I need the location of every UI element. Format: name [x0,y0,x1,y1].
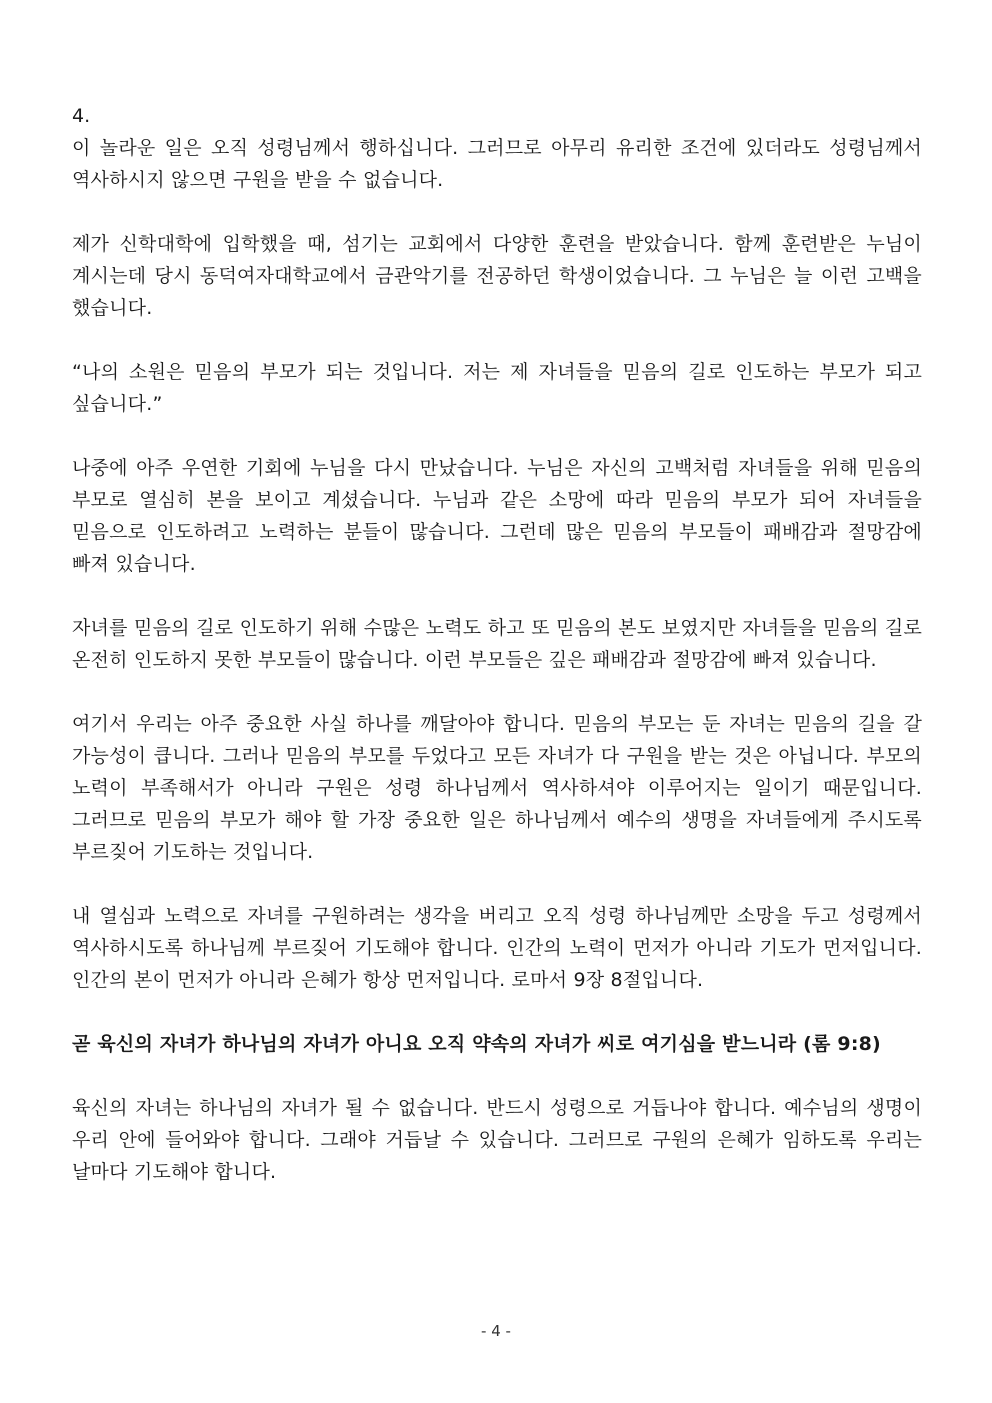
paragraph-2: 제가 신학대학에 입학했을 때, 섬기는 교회에서 다양한 훈련을 받았습니다. 함께 훈련받은 누님이 계시는데 당시 동덕여자대학교에서 금관악기를 전공하던 학생이었습니다. 그 누님은 늘 이런 고백을 했습니다. [72,233,922,319]
section-number: 4. [72,105,91,127]
scripture-verse: 곧 육신의 자녀가 하나님의 자녀가 아니요 오직 약속의 자녀가 씨로 여기심을 받느니라 (롬 9:8) [72,1033,881,1055]
document-page [72,100,922,1220]
page-number: - 4 - [481,1322,511,1340]
paragraph-3-quote: “나의 소원은 믿음의 부모가 되는 것입니다. 저는 제 자녀들을 믿음의 길로 인도하는 부모가 되고 싶습니다.” [72,361,922,415]
paragraph-1: 이 놀라운 일은 오직 성령님께서 행하십니다. 그러므로 아무리 유리한 조건에 있더라도 성령님께서 역사하시지 않으면 구원을 받을 수 없습니다. [72,137,922,191]
closing-paragraph: 육신의 자녀는 하나님의 자녀가 될 수 없습니다. 반드시 성령으로 거듭나야 합니다. 예수님의 생명이 우리 안에 들어와야 합니다. 그래야 거듭날 수 있습니다. 그러므로 구원의 은혜가 임하도록 우리는 날마다 기도해야 합니다. [72,1097,922,1183]
paragraph-6: 여기서 우리는 아주 중요한 사실 하나를 깨달아야 합니다. 믿음의 부모는 둔 자녀는 믿음의 길을 갈 가능성이 큽니다. 그러나 믿음의 부모를 두었다고 모든 자녀가 다 구원을 받는 것은 아닙니다. 부모의 노력이 부족해서가 아니라 구원은 성령 하나님께서 역사하셔야 이루어지는 일이기 때문입니다. 그러므로 믿음의 부모가 해야 할 가장 중요한 일은 하나님께서 예수의 생명을 자녀들에게 주시도록 부르짖어 기도하는 것입니다. [72,713,922,863]
paragraph-4: 나중에 아주 우연한 기회에 누님을 다시 만났습니다. 누님은 자신의 고백처럼 자녀들을 위해 믿음의 부모로 열심히 본을 보이고 계셨습니다. 누님과 같은 소망에 따라 믿음의 부모가 되어 자녀들을 믿음으로 인도하려고 노력하는 분들이 많습니다. 그런데 많은 믿음의 부모들이 패배감과 절망감에 빠져 있습니다. [72,457,922,575]
paragraph-5: 자녀를 믿음의 길로 인도하기 위해 수많은 노력도 하고 또 믿음의 본도 보였지만 자녀들을 믿음의 길로 온전히 인도하지 못한 부모들이 많습니다. 이런 부모들은 깊은 패배감과 절망감에 빠져 있습니다. [72,617,922,671]
paragraph-7: 내 열심과 노력으로 자녀를 구원하려는 생각을 버리고 오직 성령 하나님께만 소망을 두고 성령께서 역사하시도록 하나님께 부르짖어 기도해야 합니다. 인간의 노력이 먼저가 아니라 기도가 먼저입니다. 인간의 본이 먼저가 아니라 은혜가 항상 먼저입니다. 로마서 9장 8절입니다. [72,905,922,991]
